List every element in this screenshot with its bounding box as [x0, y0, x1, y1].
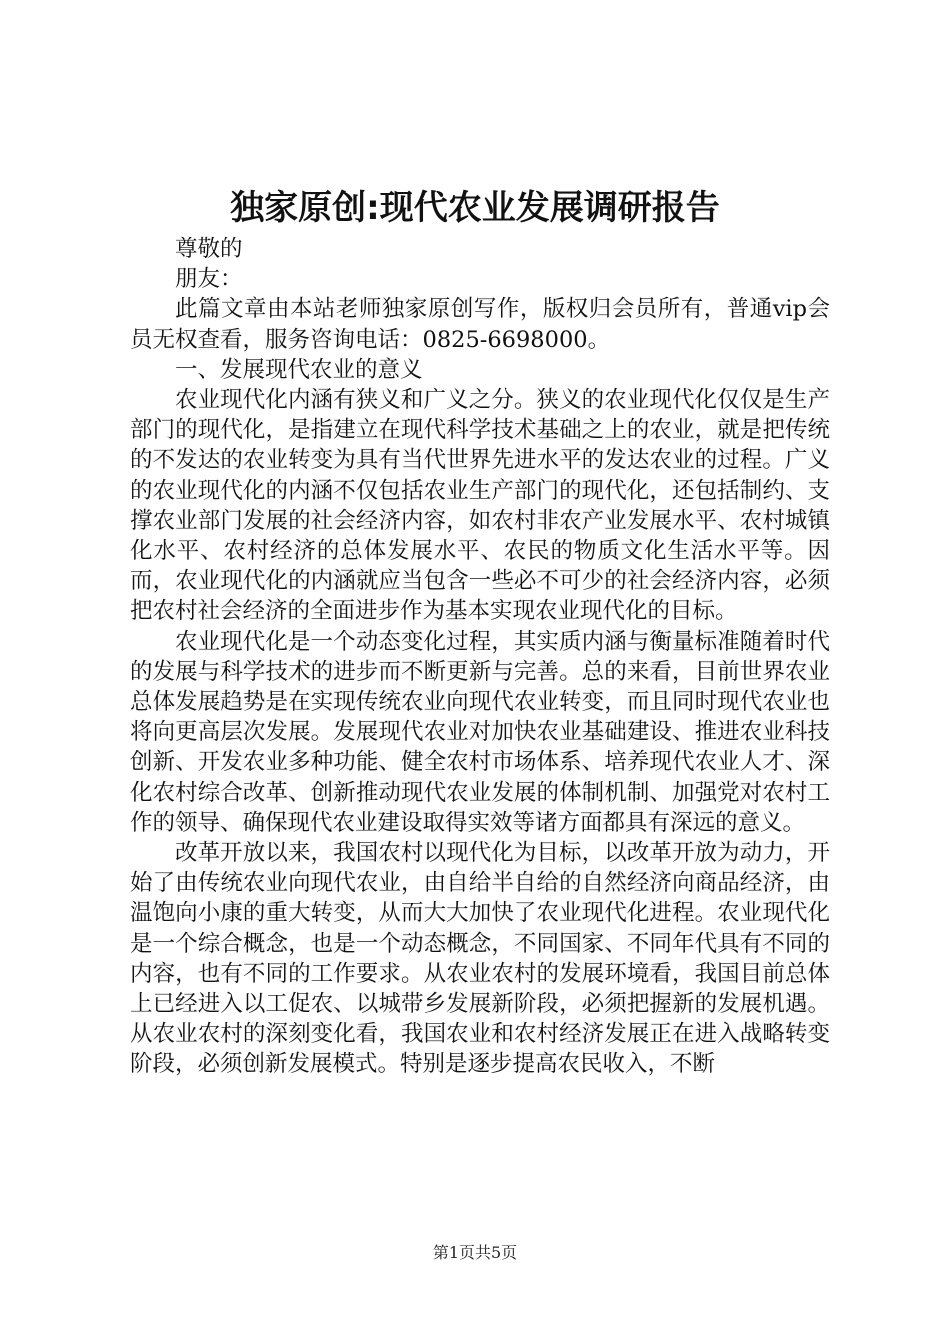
copyright-notice: 此篇文章由本站老师独家原创写作，版权归会员所有，普通vip会员无权查看，服务咨询电话：0825-6698000。: [130, 296, 830, 353]
body-paragraph: 农业现代化是一个动态变化过程，其实质内涵与衡量标准随着时代的发展与科学技术的进步而不断更新与完善。总的来看，目前世界农业总体发展趋势是在实现传统农业向现代农业转变，而且同时现代农业也将向更高层次发展。发展现代农业对加快农业基础建设、推进农业科技创新、开发农业多种功能、健全农村市场体系、培养现代农业人才、深化农村综合改革、创新推动现代农业发展的体制机制、加强党对农村工作的领导、确保现代农业建设取得实效等诸方面都具有深远的意义。: [130, 628, 830, 836]
page-total: 共5页: [475, 1243, 518, 1262]
page-footer: [0, 1243, 950, 1263]
body-paragraph: 改革开放以来，我国农村以现代化为目标，以改革开放为动力，开始了由传统农业向现代农业，由自给半自给的自然经济向商品经济，由温饱向小康的重大转变，从而大大加快了农业现代化进程。农业现代化是一个综合概念，也是一个动态概念，不同国家、不同年代具有不同的内容，也有不同的工作要求。从农业农村的发展环境看，我国目前总体上已经进入以工促农、以城带乡发展新阶段，必须把握新的发展机遇。从农业农村的深刻变化看，我国农业和农村经济发展正在进入战略转变阶段，必须创新发展模式。特别是逐步提高农民收入，不断: [130, 840, 830, 1078]
section-heading: 一、发展现代农业的意义: [175, 356, 423, 383]
salutation-line-1: 尊敬的: [175, 236, 243, 262]
body-paragraph: 农业现代化内涵有狭义和广义之分。狭义的农业现代化仅仅是生产部门的现代化，是指建立在现代科学技术基础之上的农业，就是把传统的不发达的农业转变为具有当代世界先进水平的发达农业的过程。广义的农业现代化的内涵不仅包括农业生产部门的现代化，还包括制约、支撑农业部门发展的社会经济内容，如农村非农产业发展水平、农村城镇化水平、农村经济的总体发展水平、农民的物质文化生活水平等。因而，农业现代化的内涵就应当包含一些必不可少的社会经济内容，必须把农村社会经济的全面进步作为基本实现农业现代化的目标。: [130, 387, 830, 625]
salutation-line-2: 朋友：: [175, 266, 243, 293]
document-body: [130, 234, 830, 1080]
document-title: 独家原创:现代农业发展调研报告: [230, 188, 720, 228]
page-number: 第1页: [432, 1243, 475, 1262]
